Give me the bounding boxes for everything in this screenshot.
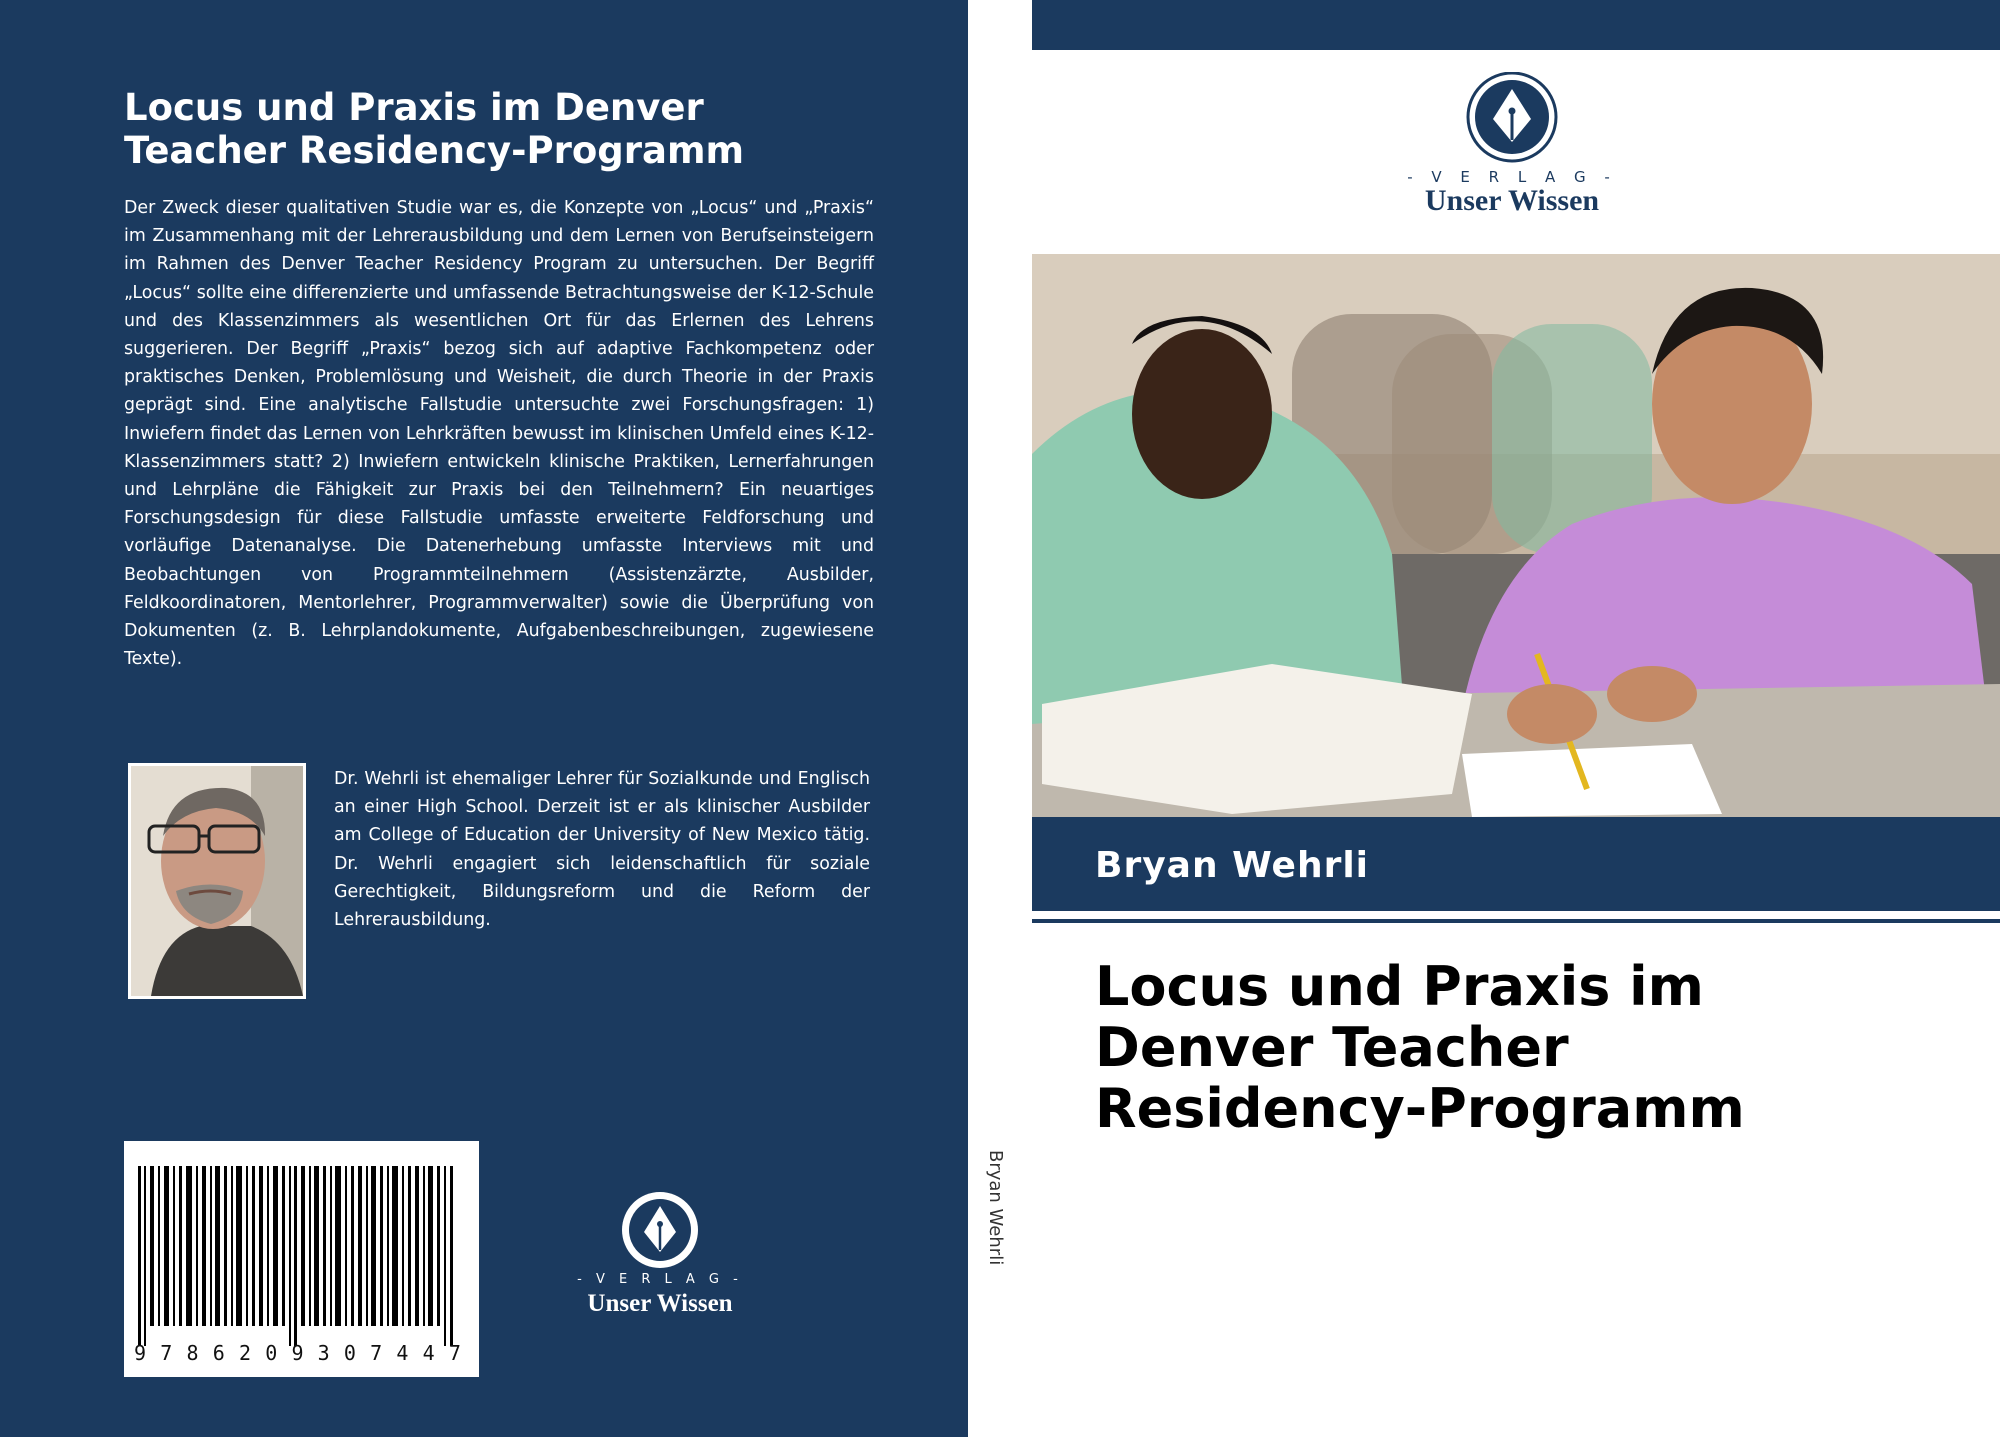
front-author-name: Bryan Wehrli (1095, 845, 1370, 886)
cover-photograph (1032, 254, 2000, 817)
isbn-number: 9786209307447 (134, 1341, 476, 1365)
author-portrait-image (131, 766, 303, 996)
back-cover-title: Locus und Praxis im Denver Teacher Residency-Programm (124, 86, 745, 172)
publisher-verlag-label-front: - V E R L A G - (1407, 168, 1617, 186)
front-cover-title: Locus und Praxis im Denver Teacher Residency-Programm (1095, 955, 1745, 1140)
publisher-name-front: Unser Wissen (1424, 184, 1600, 217)
fountain-pen-nib-logo-icon (560, 1190, 760, 1270)
publisher-logo-front (1392, 72, 1632, 222)
front-cover (1032, 0, 2000, 1437)
spine-author: Bryan Wehrli (985, 1150, 1006, 1266)
divider-rule (1032, 919, 2000, 923)
top-color-band (1032, 0, 2000, 50)
author-portrait (128, 763, 306, 999)
publisher-logo-back (560, 1190, 760, 1320)
book-blurb: Der Zweck dieser qualitativen Studie war es, die Konzepte von „Locus“ und „Praxis“ im Zusammenhang mit der Lehrerausbildung und dem Lernen von Berufseinsteigern im Rahmen des Denver Teacher Residency Program zu untersuchen. Der Begriff „Locus“ sollte eine differenzierte und umfassende Betrachtungsweise der K-12-Schule und des Klassenzimmers als wesentlichen Ort für das Erlernen des Lehrens suggerieren. Der Begriff „Praxis“ bezog sich auf adaptive Fachkompetenz oder praktisches Denken, Problemlösung und Weisheit, die durch Theorie in der Praxis geprägt sind. Eine analytische Fallstudie untersuchte zwei Forschungsfragen: 1) Inwiefern findet das Lernen von Lehrkräften bewusst im klinischen Umfeld eines K-12-Klassenzimmers statt? 2) Inwiefern entwickeln klinische Praktiken, Lernerfahrungen und Lehrpläne die Fähigkeit zur Praxis bei den Teilnehmern? Ein neuartiges Forschungsdesign für diese Fallstudie umfasste erweiterte Feldforschung und vorläufige Datenanalyse. Die Datenerhebung umfasste Interviews mit und Beobachtungen von Programmteilnehmern (Assistenzärzte, Ausbilder, Feldkoordinatoren, Mentorlehrer, Programmverwalter) sowie die Überprüfung von Dokumenten (z. B. Lehrplandokumente, Aufgabenbeschreibungen, zugewiesene Texte). (124, 198, 874, 670)
publisher-verlag-label: - V E R L A G - (577, 1272, 743, 1287)
classroom-photo (1032, 254, 2000, 817)
author-bio: Dr. Wehrli ist ehemaliger Lehrer für Sozialkunde und Englisch an einer High School. Derzeit ist er als klinischer Ausbilder am College of Education der University of New Mexico tätig. Dr. Wehrli engagiert sich leidenschaftlich für soziale Gerechtigkeit, Bildungsreform und die Reform der Lehrerausbildung. (334, 769, 870, 931)
isbn-barcode (124, 1141, 479, 1377)
back-cover (0, 0, 968, 1437)
publisher-name: Unser Wissen (587, 1290, 733, 1317)
fountain-pen-nib-logo-icon (1392, 72, 1632, 164)
author-band (1032, 817, 2000, 911)
